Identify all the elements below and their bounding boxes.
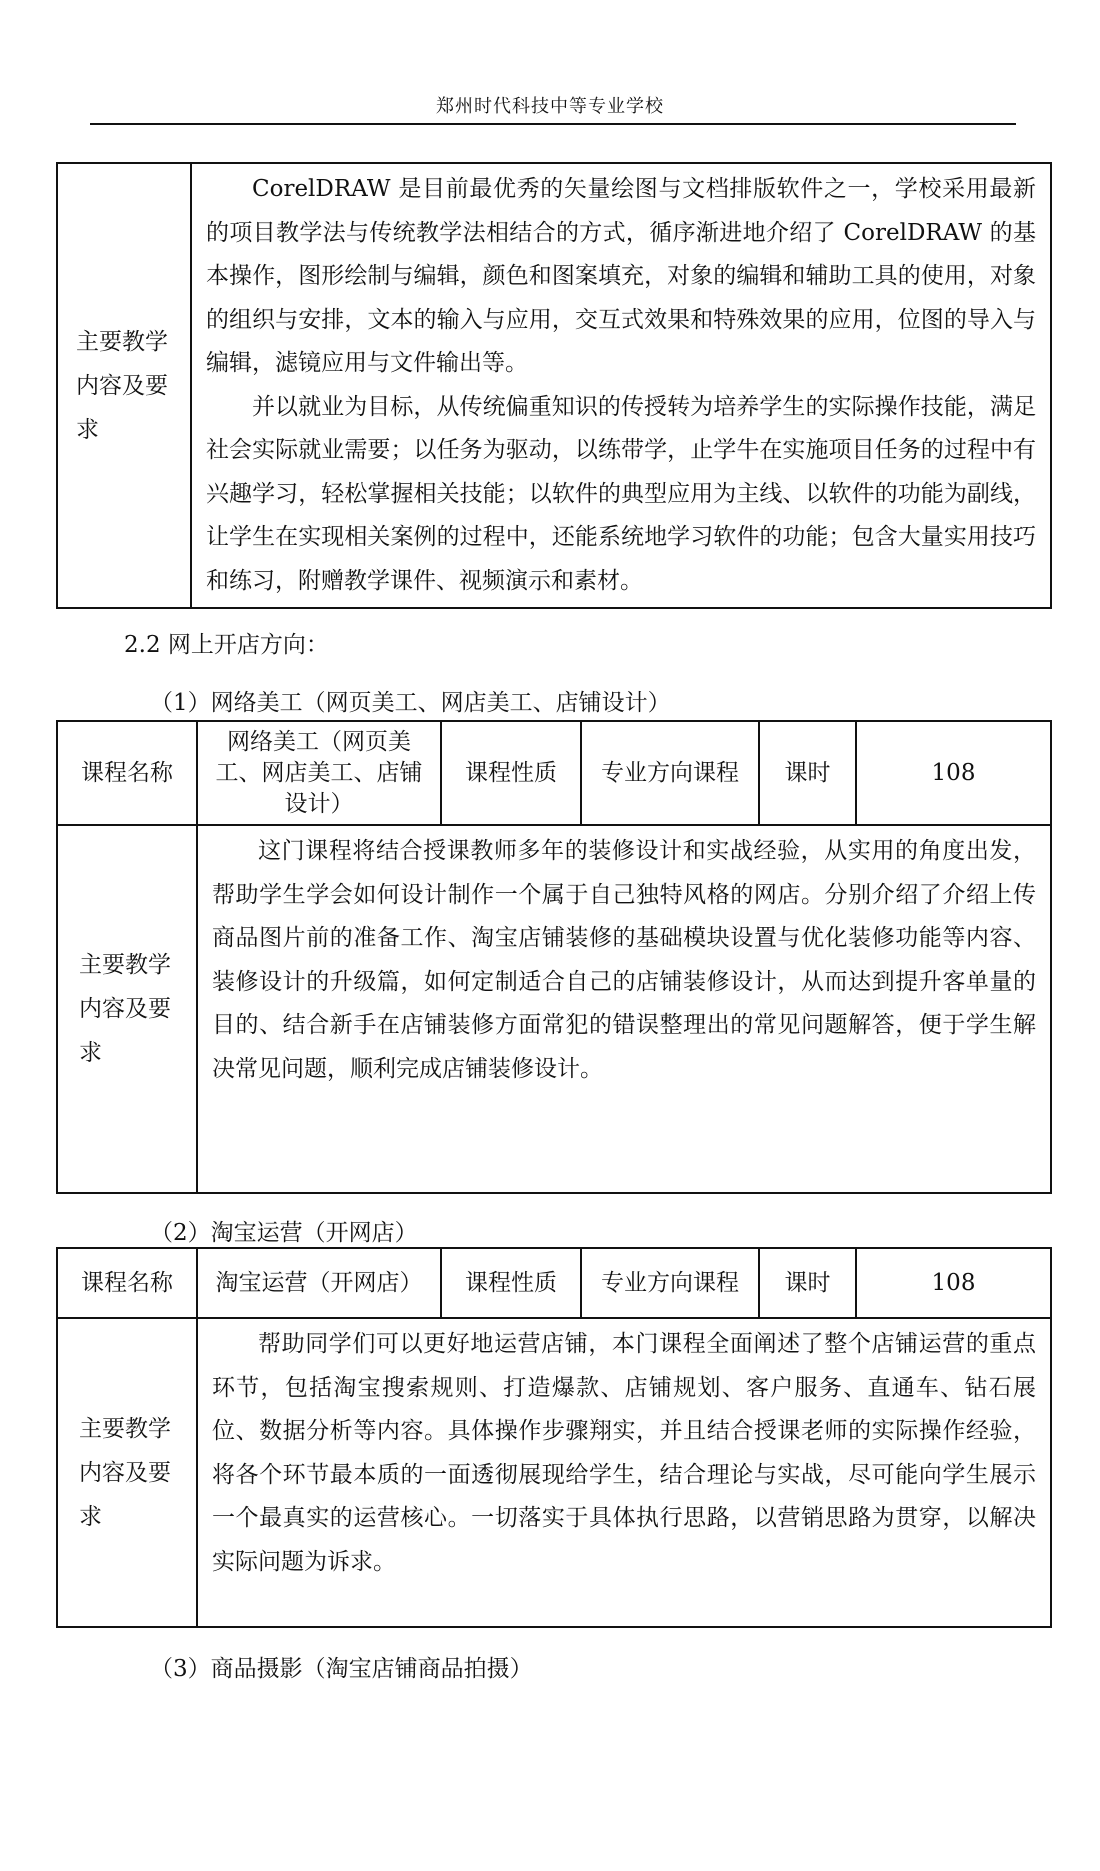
coreldraw-course-table [56,162,1052,609]
course-content-cell [197,825,1051,1193]
content-requirements-label: 主要教学内容及要求 [57,825,197,1193]
page-header-title: 郑州时代科技中等专业学校 [436,96,664,117]
course-nature-label: 课程性质 [441,721,581,825]
content-requirements-label: 主要教学内容及要求 [57,1318,197,1627]
course-table-taobao-operation [56,1247,1052,1628]
course-heading: （1）网络美工（网页美工、网店美工、店铺设计） [150,690,671,716]
section-heading: 2.2 网上开店方向： [124,632,329,658]
course-heading: （3）商品摄影（淘宝店铺商品拍摄） [150,1656,533,1682]
content-paragraph: 这门课程将结合授课教师多年的装修设计和实战经验，从实用的角度出发，帮助学生学会如何设计制作一个属于自己独特风格的网店。分别介绍了介绍上传商品图片前的准备工作、淘宝店铺装修的基础模块设置与优化装修功能等内容、装修设计的升级篇，如何定制适合自己的店铺装修设计，从而达到提升客单量的目的、结合新手在店铺装修方面常犯的错误整理出的常见问题解答，便于学生解决常见问题，顺利完成店铺装修设计。 [212,838,1036,1082]
course-name-label: 课程名称 [57,1248,197,1318]
content-paragraph: 帮助同学们可以更好地运营店铺，本门课程全面阐述了整个店铺运营的重点环节，包括淘宝搜索规则、打造爆款、店铺规划、客户服务、直通车、钻石展位、数据分析等内容。具体操作步骤翔实，并且结合授课老师的实际操作经验，将各个环节最本质的一面透彻展现给学生，结合理论与实战，尽可能向学生展示一个最真实的运营核心。一切落实于具体执行思路，以营销思路为贯穿，以解决实际问题为诉求。 [212,1331,1036,1575]
course-hours-label: 课时 [759,721,856,825]
course-hours-value: 108 [856,1248,1051,1318]
course-content-cell [197,1318,1051,1627]
course-hours-value: 108 [856,721,1051,825]
course-nature-value: 专业方向课程 [581,721,759,825]
content-requirements-label: 主要教学内容及要求 [57,163,191,608]
course-heading: （2）淘宝运营（开网店） [150,1220,418,1246]
coreldraw-content-cell [191,163,1051,608]
course-table-web-art [56,720,1052,1194]
course-nature-value: 专业方向课程 [581,1248,759,1318]
course-nature-label: 课程性质 [441,1248,581,1318]
course-hours-label: 课时 [759,1248,856,1318]
header-divider [90,123,1016,125]
content-paragraph: 并以就业为目标，从传统偏重知识的传授转为培养学生的实际操作技能，满足社会实际就业需要；以任务为驱动，以练带学，止学牛在实施项目任务的过程中有兴趣学习，轻松掌握相关技能；以软件的典型应用为主线、以软件的功能为副线，让学生在实现相关案例的过程中，还能系统地学习软件的功能；包含大量实用技巧和练习，附赠教学课件、视频演示和素材。 [206,393,1036,594]
course-name-value: 淘宝运营（开网店） [197,1248,441,1318]
content-paragraph: CorelDRAW 是目前最优秀的矢量绘图与文档排版软件之一，学校采用最新的项目教学法与传统教学法相结合的方式，循序渐进地介绍了 CorelDRAW 的基本操作，图形绘制与编辑，颜色和图案填充，对象的编辑和辅助工具的使用，对象的组织与安排，文本的输入与应用，交互式效果和特殊效果的应用，位图的导入与编辑，滤镜应用与文件输出等。 [206,176,1036,376]
course-name-label: 课程名称 [57,721,197,825]
course-name-value: 网络美工（网页美工、网店美工、店铺设计） [197,721,441,825]
